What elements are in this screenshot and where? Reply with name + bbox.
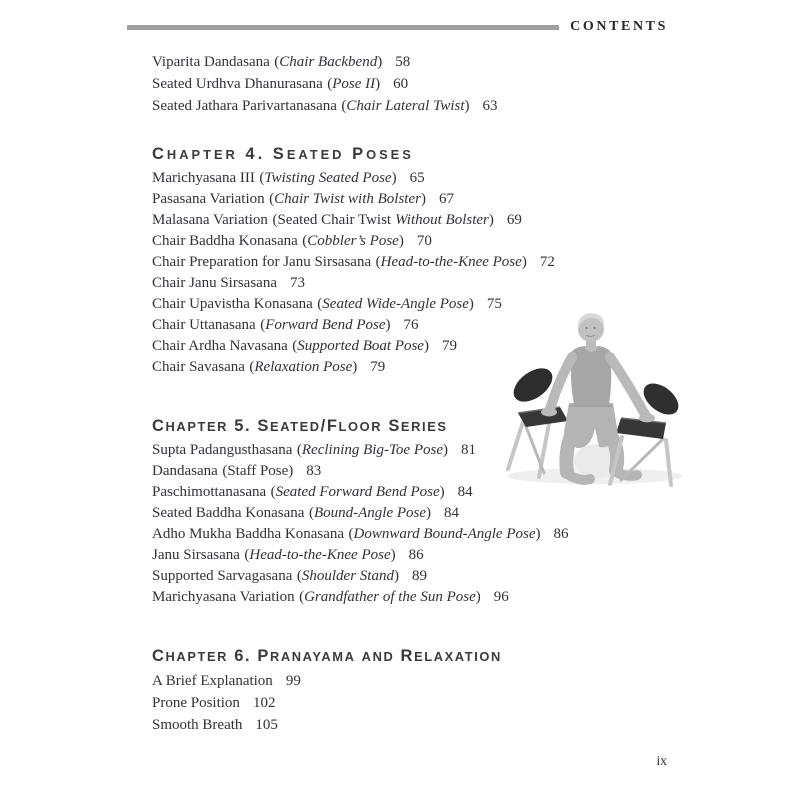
- entry-page-number: 60: [393, 76, 409, 92]
- paren-close: ): [385, 317, 391, 333]
- toc-section: [152, 143, 555, 378]
- paren-close: ): [423, 338, 429, 354]
- entry-page-number: 102: [252, 695, 276, 711]
- paren-close: ): [535, 526, 541, 542]
- toc-entry: [152, 357, 555, 378]
- entry-subtitle-italic: Head-to-the-Knee Pose: [249, 547, 391, 563]
- entry-page-number: 69: [506, 212, 522, 228]
- entry-name: Dandasana: [152, 463, 218, 479]
- entry-name: Supta Padangusthasana: [152, 442, 293, 458]
- paren-close: ): [426, 505, 432, 521]
- entry-page-number: 63: [482, 98, 498, 114]
- toc-entry: [152, 670, 502, 692]
- toc-entry: [152, 231, 555, 252]
- paren-close: ): [375, 76, 381, 92]
- paren-close: ): [352, 359, 358, 375]
- paren-open: (: [249, 359, 255, 375]
- entry-subtitle-italic: Supported Boat Pose: [297, 338, 424, 354]
- entry-subtitle-italic: Chair Lateral Twist: [346, 98, 465, 114]
- entry-page-number: 65: [409, 170, 425, 186]
- paren-open: (: [299, 589, 305, 605]
- toc-entry: [152, 294, 555, 315]
- entry-subtitle-roman: Seated Chair Twist: [277, 212, 392, 228]
- paren-close: ): [390, 547, 396, 563]
- entry-subtitle-italic: Seated Wide-Angle Pose: [322, 296, 469, 312]
- toc-entry: [152, 336, 555, 357]
- paren-close: ): [488, 212, 494, 228]
- paren-close: ): [288, 463, 294, 479]
- entry-page-number: 105: [255, 717, 278, 733]
- entry-page-number: 86: [408, 547, 424, 563]
- chapter-heading: CHAPTER 4. SEATED POSES: [152, 145, 414, 163]
- right-hand: [639, 414, 655, 423]
- toc-section: [152, 645, 502, 736]
- entry-page-number: 73: [289, 275, 305, 291]
- paren-open: (: [348, 526, 354, 542]
- entry-name: A Brief Explanation: [152, 673, 273, 689]
- chapter-heading: CHAPTER 6. PRANAYAMA AND RELAXATION: [152, 647, 502, 665]
- toc-entry: [152, 51, 498, 73]
- contents-title: CONTENTS: [570, 19, 668, 34]
- entry-subtitle-roman: Staff Pose: [227, 463, 289, 479]
- entry-name: Pasasana Variation: [152, 191, 265, 207]
- entry-subtitle-italic: Pose II: [332, 76, 376, 92]
- toc-entry: [152, 168, 555, 189]
- paren-close: ): [475, 589, 481, 605]
- entry-subtitle-italic: Chair Backbend: [279, 54, 378, 70]
- toc-section: [152, 51, 498, 117]
- entry-subtitle-italic: Seated Forward Bend Pose: [275, 484, 440, 500]
- paren-open: (: [308, 505, 314, 521]
- entry-name: Marichyasana Variation: [152, 589, 295, 605]
- paren-open: (: [296, 568, 302, 584]
- entry-page-number: 89: [411, 568, 427, 584]
- paren-close: ): [398, 233, 404, 249]
- entry-subtitle-italic: Bound-Angle Pose: [313, 505, 427, 521]
- entry-page-number: 79: [370, 359, 386, 375]
- entry-name: Adho Mukha Baddha Konasana: [152, 526, 345, 542]
- left-arm: [549, 357, 572, 411]
- tank-top: [571, 346, 611, 405]
- entry-subtitle-italic: Reclining Big-Toe Pose: [301, 442, 443, 458]
- entry-name: Chair Ardha Navasana: [152, 338, 288, 354]
- entry-name: Seated Jathara Parivartanasana: [152, 98, 337, 114]
- toc-entry: [152, 714, 502, 736]
- paren-open: (: [327, 76, 333, 92]
- entry-page-number: 72: [539, 254, 555, 270]
- toc-entry: [152, 189, 555, 210]
- entry-page-number: 83: [306, 463, 322, 479]
- toc-entry: [152, 503, 568, 524]
- pose-photo: [500, 306, 695, 488]
- paren-close: ): [420, 191, 426, 207]
- entry-name: Prone Position: [152, 695, 240, 711]
- paren-close: ): [377, 54, 383, 70]
- paren-open: (: [375, 254, 381, 270]
- toc-entry: [152, 545, 568, 566]
- entry-name: Janu Sirsasana: [152, 547, 240, 563]
- paren-open: (: [272, 212, 278, 228]
- paren-open: (: [341, 98, 347, 114]
- paren-close: ): [439, 484, 445, 500]
- entry-name: Seated Urdhva Dhanurasana: [152, 76, 323, 92]
- toc: [152, 0, 794, 794]
- paren-open: (: [292, 338, 298, 354]
- paren-open: (: [259, 170, 265, 186]
- toc-entry: [152, 524, 568, 545]
- entry-name: Chair Upavistha Konasana: [152, 296, 313, 312]
- entry-page-number: 70: [416, 233, 432, 249]
- paren-close: ): [521, 254, 527, 270]
- entry-name: Paschimottanasana: [152, 484, 267, 500]
- entry-name: Chair Preparation for Janu Sirsasana: [152, 254, 372, 270]
- right-arm: [610, 357, 646, 416]
- entry-subtitle-italic: Grandfather of the Sun Pose: [304, 589, 476, 605]
- left-hand: [541, 408, 557, 417]
- toc-entry: [152, 252, 555, 273]
- paren-open: (: [222, 463, 228, 479]
- entry-name: Smooth Breath: [152, 717, 243, 733]
- paren-close: ): [393, 568, 399, 584]
- entry-page-number: 84: [444, 505, 460, 521]
- paren-open: (: [302, 233, 308, 249]
- entry-page-number: 79: [441, 338, 457, 354]
- toc-entry: [152, 566, 568, 587]
- entry-subtitle-italic: Shoulder Stand: [301, 568, 394, 584]
- toc-entry: [152, 587, 568, 608]
- paren-open: (: [269, 191, 275, 207]
- pose-photo-illustration: [500, 306, 695, 488]
- entry-page-number: 58: [395, 54, 411, 70]
- paren-open: (: [260, 317, 266, 333]
- paren-close: ): [464, 98, 470, 114]
- entry-name: Chair Savasana: [152, 359, 245, 375]
- paren-open: (: [317, 296, 323, 312]
- entry-subtitle-italic: Without Bolster: [395, 212, 489, 228]
- paren-open: (: [296, 442, 302, 458]
- entry-name: Chair Uttanasana: [152, 317, 256, 333]
- entry-name: Marichyasana III: [152, 170, 255, 186]
- entry-page-number: 76: [403, 317, 419, 333]
- toc-entry: [152, 210, 555, 231]
- entry-name: Seated Baddha Konasana: [152, 505, 305, 521]
- paren-open: (: [270, 484, 276, 500]
- toc-entry: [152, 273, 555, 294]
- entry-name: Supported Sarvagasana: [152, 568, 293, 584]
- entry-subtitle-italic: Relaxation Pose: [254, 359, 353, 375]
- paren-close: ): [468, 296, 474, 312]
- paren-open: (: [274, 54, 280, 70]
- toc-entry: [152, 95, 498, 117]
- entry-name: Chair Baddha Konasana: [152, 233, 298, 249]
- chapter-heading: CHAPTER 5. SEATED/FLOOR SERIES: [152, 417, 448, 435]
- entry-page-number: 96: [493, 589, 509, 605]
- paren-open: (: [244, 547, 250, 563]
- paren-close: ): [391, 170, 397, 186]
- toc-entry: [152, 315, 555, 336]
- entry-page-number: 67: [438, 191, 454, 207]
- entry-subtitle-italic: Cobbler’s Pose: [307, 233, 399, 249]
- shorts: [564, 403, 618, 448]
- entry-subtitle-italic: Forward Bend Pose: [265, 317, 386, 333]
- toc-entry: [152, 692, 502, 714]
- entry-page-number: 99: [285, 673, 301, 689]
- entry-page-number: 81: [460, 442, 476, 458]
- entry-name: Viparita Dandasana: [152, 54, 270, 70]
- entry-subtitle-italic: Twisting Seated Pose: [264, 170, 392, 186]
- entry-name: Chair Janu Sirsasana: [152, 275, 277, 291]
- toc-entry: [152, 73, 498, 95]
- entry-page-number: 84: [457, 484, 473, 500]
- entry-name: Malasana Variation: [152, 212, 268, 228]
- entry-subtitle-italic: Downward Bound-Angle Pose: [353, 526, 536, 542]
- entry-page-number: 75: [486, 296, 502, 312]
- paren-close: ): [442, 442, 448, 458]
- entry-page-number: 86: [553, 526, 569, 542]
- entry-subtitle-italic: Chair Twist with Bolster: [274, 191, 421, 207]
- entry-subtitle-italic: Head-to-the-Knee Pose: [380, 254, 522, 270]
- page-number: ix: [656, 753, 667, 768]
